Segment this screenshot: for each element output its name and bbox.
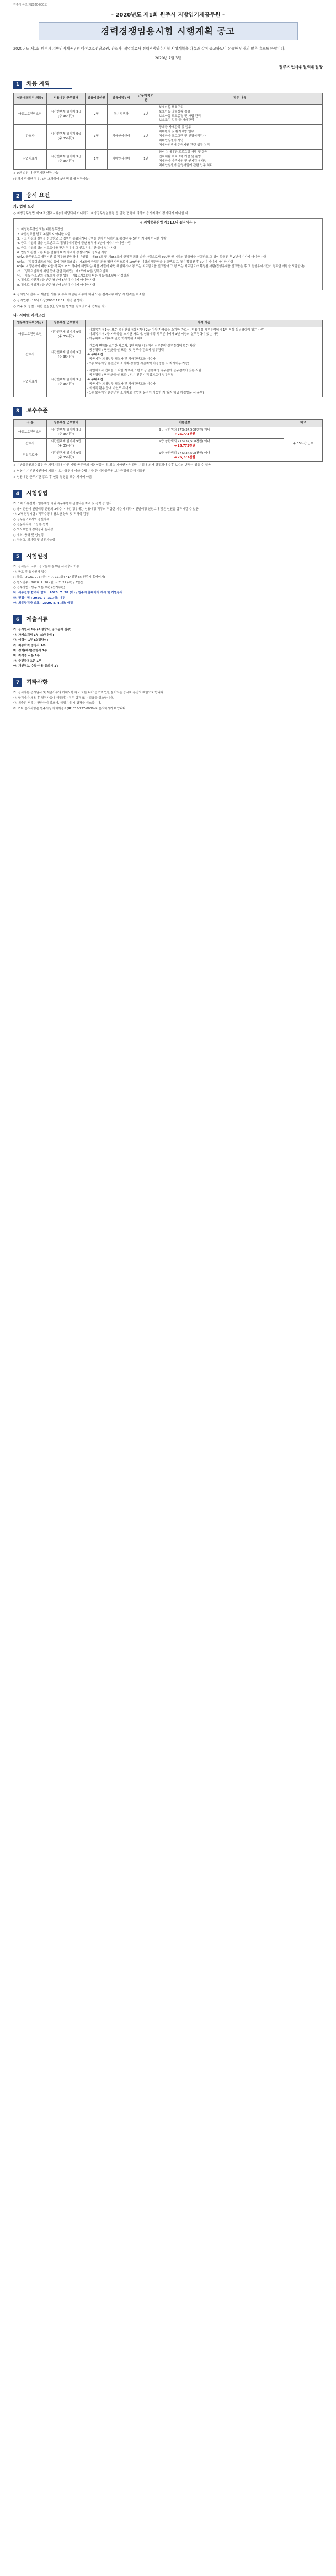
text-line: ○ 전문지식과 그 응용 능력 (13, 523, 49, 527)
text-line: 바. 자격증 사본 1부 (13, 654, 40, 658)
req-line: ※ 우대조건 (87, 378, 103, 381)
salary-table (13, 419, 323, 462)
duty-line: 치매안심센터 운영사업에 관한 업무 처리 (159, 164, 213, 168)
duty-line: 치매안심센터 운영지원 관련 업무 처리 (159, 144, 210, 147)
cell-position: 간호사 (14, 438, 47, 450)
text-line: 가. 응시자는 응시원서 및 제출서류의 기재사항 착오 또는 누락 등으로 인한 불이익은 응시자 본인의 책임으로 합니다. (13, 691, 164, 695)
req-line: - 2종 보통이상 운전면허 소지자(장롱면 시골지역 가정방문 시 자가이용 가능) (87, 362, 189, 365)
cell-count: 1명 (86, 125, 108, 150)
duty-line: 보호아동 보호조치 (159, 105, 184, 109)
section-7-header (13, 678, 323, 687)
section-title: 기타사항 (24, 679, 70, 688)
section-6-header (13, 615, 323, 624)
text-line: 나. 2차 면접시험 : 직무수행에 필요한 능력 및 적격성 검정 (13, 513, 89, 517)
cell-duties (157, 150, 323, 170)
box-line: 4. 금고 이상의 형을 선고받고 그 집행유예기간이 끝난 날부터 2년이 지나지 아니한 사람 (17, 242, 131, 246)
table-row (14, 343, 323, 368)
subsection-title: 나. 직위별 자격요건 (13, 312, 45, 317)
box-line: 6. 법원의 판결 또는 다른 법률에 따라 자격이 상실되거나 정지된 사람 (17, 251, 107, 255)
duty-line: 인지재활 프로그램 개발 및 운영 (159, 155, 201, 159)
req-line: ※ 우대조건 (87, 353, 103, 357)
table-row (14, 450, 323, 461)
text-line: 다. 제출된 서류는 반환하지 않으며, 허위기재 시 합격을 취소합니다. (13, 702, 102, 705)
text-line: 마. 최종합격자 발표 : 2020. 8. 4.(화) 예정 (13, 602, 73, 606)
text-line: ○ 응시인원이 선발예정 인원의 3배수 이내인 경우에는 임용예정 직무의 적합한 기준에 의하여 선발예정 인원보다 많은 인원을 합격시킬 수 있음 (13, 507, 199, 511)
recruitment-plan-table (13, 93, 323, 171)
duty-line: 장애등 사례관리 및 업무 (159, 126, 191, 130)
box-line: 8. 징계로 해임처분을 받은 날부터 3년이 지나지 아니한 사람 (17, 283, 96, 287)
box-line: 1. 피성년후견인 또는 피한정후견인 (17, 228, 63, 232)
text-line: 가. 응시원서 교부 : 공고문에 첨부된 서식양식 이용 (13, 565, 79, 569)
text-line: ※ 응시원서 접수 시 제출한 서류 및 추후 제출된 서류가 허위 또는 결격사유 해당 시 합격을 취소함 (13, 293, 145, 297)
col-header: 임용예정 근무형태 (47, 419, 86, 427)
cell-position: 간호사 (14, 343, 47, 368)
col-header: 임용예정부서 (108, 93, 135, 104)
cell-position: 아동보호전담요원 (14, 104, 47, 125)
pay-amount: → 26,773천원 (174, 444, 195, 448)
cell-dept: 치매안심센터 (108, 125, 135, 150)
req-line: - 사회복지사 1급, 또는 정신건강사회복지사 2급 이상 자격증을 소지한 자로서, 임용예정 직무분야에서 1년 이상 실무경력이 있는 사람 (87, 328, 264, 332)
table-note: ※ 지방공무원보수업무 등 처리지침에 따른 지방 공무원의 기본연봉이며, 최초 계약연봉은 관련 지침에 의거 결정되며 추후 보수의 변경이 있을 수 있음 (13, 463, 211, 467)
col-header: 임용예정직위(직급) (14, 93, 47, 104)
cell-position: 간호사 (14, 125, 47, 150)
section-number: 5 (13, 553, 22, 561)
section-1-header (13, 81, 323, 89)
duty-line: 치매환자 및 환자예방 업무 (159, 130, 194, 134)
cell-type: 시간선택제 임기제 9급 (주 35시간) (47, 125, 86, 150)
documents-list (13, 628, 323, 668)
exam-method-list (13, 502, 323, 543)
cell-type: 시간선택제 임기제 9급 (주 35시간) (47, 450, 86, 461)
duty-line: 보호아동 양육상황 점검 (159, 110, 190, 114)
box-line: 6의3. 「성폭력범죄의 처벌 등에 관한 특례법」 제2조에 규정된 죄를 범한 사람으로서 100만원 이상의 벌금형을 선고받고 그 형이 확정된 후 3년이 지나지 아니한 사람 (17, 260, 233, 264)
duty-line: 치매안심센터 사업 (159, 139, 184, 143)
cell-type: 시간선택제 임기제 9급 (주 35시간) (47, 438, 86, 450)
table-row (14, 427, 323, 438)
pay-line: 9급 상한액의 77%(34,508천원) 이내 (159, 428, 210, 432)
cell-dept: 복지정책과 (108, 104, 135, 125)
disqualification-box (13, 218, 323, 290)
section-number: 7 (13, 678, 22, 687)
text-line: 다. 이력서 1부 (소정양식) (13, 639, 49, 642)
col-header: 기본연봉 (86, 419, 284, 427)
table-row (14, 327, 323, 343)
requirements-table (13, 320, 323, 397)
table-note: ※ 연봉이 기본연봉인하여 지급 시 보수규정에 따라 수당 지급 등 지방공무원 보수규정에 준해 지급됨 (13, 469, 146, 473)
req-line: - 아동복지 사회복지 관련 학사학위 소지자 (87, 337, 143, 341)
req-line: - 1종 보통이상 운전면허 소지자로 승합차 운전이 가능한 자(월지 하급 가정방문 시 운행) (87, 391, 204, 395)
section-number: 1 (13, 81, 22, 89)
box-line: 6의4. 미성년자에 대한 다음 각 목의 어느 하나에 해당하는 죄를 저질러 파면·해임되거나 형 또는 치료감호를 선고받아 그 형 또는 치료감호가 확정된 사람(집행유예를 선고받은 후 그 집행유예기간이 경과한 사람을 포함한다) (17, 265, 305, 269)
cell-requirements (86, 368, 323, 397)
notice-subtitle: - 2020년도 제1회 원주시 지방임기제공무원 - (111, 12, 225, 19)
section-title: 시험방법 (24, 490, 70, 499)
cell-type: 시간선택제 임기제 9급 (주 35시간) (47, 368, 86, 397)
col-header: 직무 내용 (157, 93, 323, 104)
cell-position: 아동보호전담요원 (14, 427, 47, 438)
section-title: 제출서류 (24, 616, 70, 625)
cell-pay (86, 438, 284, 450)
section-number: 3 (13, 407, 22, 416)
req-line: - 회의록 활용 등에 마인드 우대자 (87, 386, 131, 390)
text-line: ○ 창의력, 의지력 및 발전가능성 (13, 539, 55, 543)
text-line: ○ 거주 및 성별 : 제한 없음(단, 남자는 병역을 필하였거나 면제된 자) (13, 305, 106, 309)
text-line: ○ 의사표현의 정확성과 논리성 (13, 528, 54, 532)
text-line: ○ 접수방법 : 방문 또는 우편 (등기우편) (13, 586, 65, 589)
cell-pay (86, 450, 284, 461)
text-line: 다. 서류전형 합격자 발표 : 2020. 7. 28.(화) / 원주시 홈페이지 게시 및 개별통지 (13, 591, 123, 595)
box-line: 가. 「성폭력범죄의 처벌 등에 관한 특례법」 제2조에 따른 성폭력범죄 (17, 269, 109, 273)
text-line: ○ 예의, 품행 및 성실성 (13, 533, 44, 537)
duty-line: 보호아동 보호종결 및 자립 관리 (159, 114, 201, 118)
schedule-list (13, 565, 323, 606)
table-note: (성과가 탁월한 경우, 5년 초과하여 5년 범위 내 연장가능) (13, 178, 90, 182)
cell-type: 시간선택제 임기제 9급 (주 35시간) (47, 427, 86, 438)
req-line: - 공공기관 치매업무 경력자 및 치매관련교육 이수자 (87, 358, 156, 362)
req-line: - 공공기관 치매업무 경력자 및 치매관련교육 이수자 (87, 382, 156, 386)
section-title: 시험일정 (24, 553, 70, 562)
table-row (14, 150, 323, 170)
notice-title: 경력경쟁임용시험 시행계획 공고 (39, 22, 298, 40)
section-2-header (13, 192, 323, 201)
text-line: 가. 응시원서 1부 (소정양식, 공고문에 첨부) (13, 628, 72, 632)
text-line: ○ 지방공무원법 제31조(결격사유)에 해당되지 아니하고, 지방공무원임용령 등 관련 법령에 의하여 응시자격이 정지되지 아니한 자 (13, 211, 188, 215)
section-number: 4 (13, 490, 22, 498)
cell-requirements (86, 343, 323, 368)
text-line: 마. 경력(재직)증명서 1부 (13, 649, 47, 652)
notice-issuer: 원주시인사위원회위원장 (279, 64, 323, 70)
pay-amount: → 26,773천원 (174, 455, 195, 459)
pay-line: 9급 상한액의 77%(34,508천원) 이내 (159, 439, 210, 443)
text-line: ○ 공무원으로서의 정신자세 (13, 518, 50, 522)
box-line: 2. 파산선고를 받고 복권되지 아니한 사람 (17, 232, 71, 236)
col-header: 비고 (284, 419, 323, 427)
cell-position: 아동보호전담요원 (14, 327, 47, 343)
text-line: 나. 공고 및 응시원서 접수 (13, 570, 47, 574)
table-row (14, 125, 323, 150)
pay-amount: → 26,773천원 (174, 432, 195, 436)
text-line: 나. 합격자가 채용 후 결격사유에 해당되는 경우 합격 또는 임용을 취소합니다. (13, 696, 114, 700)
cell-remark: 주 35시간 근무 (284, 427, 323, 461)
duty-line: 치매환자 프로그램 및 신경심리검사 (159, 135, 206, 139)
duty-line: 보호조치 업무 등 사례관리 (159, 119, 194, 123)
table-note: ※ 9년 범위 내 근무기간 연장 가능 (13, 172, 59, 176)
notice-intro: 2020년도 제1회 원주시 지방임기제공무원 아동보호전담요원, 간호사, 작업치료사 경력경쟁임용시험 시행계획을 다음과 같이 공고하오니 유능한 인재의 많은 응모를 바랍니다. (13, 46, 286, 51)
section-title: 응시 요건 (24, 192, 72, 201)
text-line: 라. 기타 문의사항은 원주시청 자치행정과(☎ 033-737-0000)로 문의하시기 바랍니다. (13, 707, 127, 710)
section-title: 보수수준 (24, 407, 70, 416)
cell-dept: 치매안심센터 (108, 150, 135, 170)
box-line: 3. 금고 이상의 실형을 선고받고 그 집행이 종료되거나 집행을 받지 아니하기로 확정된 후 5년이 지나지 아니한 사람 (17, 237, 167, 241)
col-header: 자격 기준 (86, 320, 323, 327)
cell-type: 시간선택제 임기제 9급 (주 35시간) (47, 343, 86, 368)
other-notes-list (13, 691, 323, 711)
col-header: 구 분 (14, 419, 47, 427)
table-row (14, 368, 323, 397)
duty-line: 참터 치매예방 프로그램 개발 및 운영 (159, 151, 208, 155)
section-3-header (13, 407, 323, 416)
text-line: 아. 개인정보 수집·이용 동의서 1부 (13, 665, 60, 668)
req-line: - 간호사 면허를 소지한 자로서, 1년 이상 임용예정 직무분야 실무경력이 있는 사람 (87, 344, 196, 348)
section-number: 2 (13, 192, 22, 201)
table-row (14, 104, 323, 125)
text-line: 가. 1차 서류전형 : 임용예정 직위 직무수행에 관련되는 자격 및 경력 등 심사 (13, 502, 112, 506)
text-line: 사. 주민등록초본 1부 (13, 659, 42, 663)
notice-date: 2020년 7월 3일 (154, 56, 182, 61)
cell-count: 2명 (86, 104, 108, 125)
box-line: 나. 「아동·청소년의 성보호에 관한 법률」 제2조제2호에 따른 아동·청소년대상 성범죄 (17, 274, 130, 278)
cell-position: 작업치료사 (14, 150, 47, 170)
subsection-title: 가. 법령 요건 (13, 204, 35, 209)
table-row (14, 438, 323, 450)
cell-count: 1명 (86, 150, 108, 170)
text-line: 라. 최종학력 증명서 1부 (13, 644, 46, 647)
section-title: 채용 계획 (24, 81, 72, 89)
cell-pay (86, 427, 284, 438)
section-4-header (13, 490, 323, 498)
pay-line: 9급 상한액의 77%(34,508천원) 이내 (159, 451, 210, 455)
text-line: ○ 응시연령 : 18세 이상(2002.12.31. 이전 출생자) (13, 299, 84, 302)
text-line: ○ 원서접수 : 2020. 7. 20.(월) ~ 7. 22.(수) / 3일간 (13, 581, 83, 585)
text-line: 라. 면접시험 : 2020. 7. 31.(금) 예정 (13, 596, 66, 600)
cell-position: 작업치료사 (14, 450, 47, 461)
section-number: 6 (13, 615, 22, 624)
cell-period: 1년 (135, 125, 157, 150)
cell-type: 시간선택제 임기제 9급 (주 35시간) (47, 327, 86, 343)
notice-page (0, 0, 336, 720)
req-line: - 공통경력 : 병원(응급실 포함), 인지 전문시 작업치료사 업무경력 (87, 373, 174, 377)
col-header: 근무예정 기간 (135, 93, 157, 104)
col-header: 임용예정인원 (86, 93, 108, 104)
col-header: 임용예정직위(직급) (14, 320, 47, 327)
cell-period: 1년 (135, 104, 157, 125)
notice-number: 원주시 공고 제2020-000호 (13, 3, 47, 7)
cell-type: 시간선택제 임기제 9급 (주 35시간) (47, 150, 86, 170)
text-line: 나. 자기소개서 1부 (소정양식) (13, 633, 54, 637)
duty-line: 치매환자 가족지원 및 인지검사 사업 (159, 160, 207, 163)
col-header: 임용예정 근무형태 (47, 93, 86, 104)
cell-requirements (86, 327, 323, 343)
cell-duties (157, 104, 323, 125)
cell-position: 작업치료사 (14, 368, 47, 397)
req-line: - 공통경력 : 병원(응급실 포함) 및 정부나 간호사 업무경력 (87, 349, 164, 353)
box-line: 5. 금고 이상의 형의 선고유예를 받은 경우에 그 선고유예기간 중에 있는 사람 (17, 246, 117, 250)
section-5-header (13, 553, 323, 561)
table-note: ※ 임용예정 근무기간 종료 후 연봉 결정을 보수 체계에 따름 (13, 475, 92, 479)
cell-period: 1년 (135, 150, 157, 170)
box-line: 6의2. 공무원으로 재직기간 중 직무와 관련하여 「형법」 제355조 및 제356조에 규정된 죄를 범한 사람으로서 300만 원 이상의 벌금형을 선고받고 그 형이 확정된 후 2년이 지나지 아니한 사람 (17, 256, 267, 259)
col-header: 임용예정 근무형태 (47, 320, 86, 327)
req-line: - 작업치료사 면허를 소지한 자로서, 1년 이상 임용예정 직무분야 실무경력이 있는 사람 (87, 369, 202, 373)
text-line: ○ 공고 : 2020. 7. 3.(금) ~ 7. 17.(금) / 14일간 (※ 원주시 홈페이지) (13, 576, 105, 580)
cell-type: 시간선택제 임기제 9급 (주 35시간) (47, 104, 86, 125)
cell-duties (157, 125, 323, 150)
box-title: < 지방공무원법 제31조의 결격사유 > (140, 221, 196, 225)
box-line: 7. 징계로 파면처분을 받은 날부터 5년이 지나지 아니한 사람 (17, 279, 96, 283)
req-line: - 사회복지사 2급 자격증을 소지한 자로서, 임용예정 직무분야에서 3년 이상의 실무경력이 있는 사람 (87, 333, 219, 337)
